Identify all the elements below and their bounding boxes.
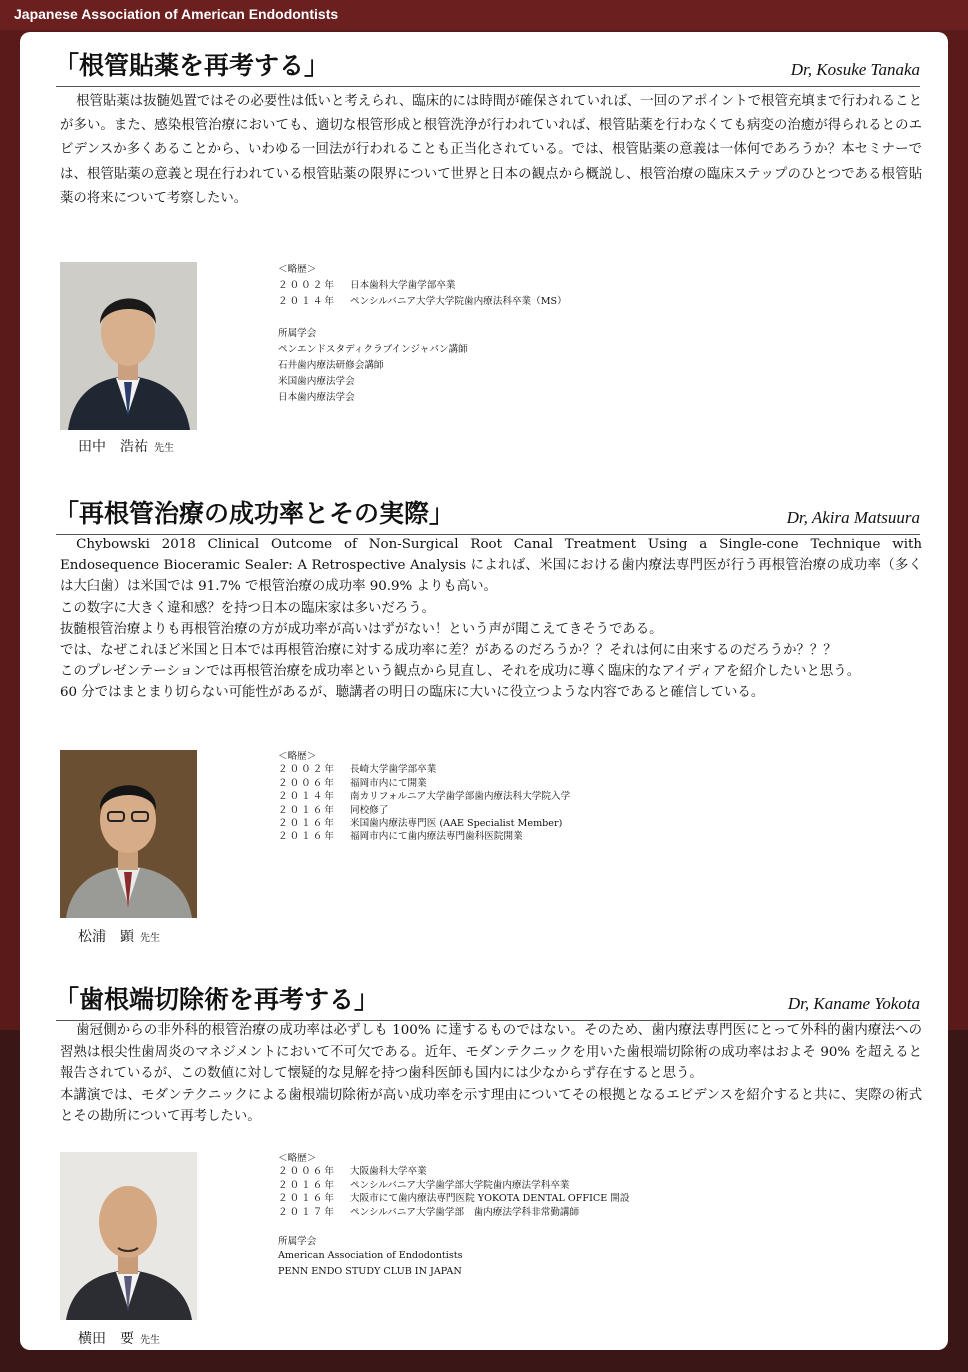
content-panel — [20, 32, 948, 1350]
profile-entry: ２０１６年 ペンシルバニア大学歯学部大学院歯内療法学科卒業 — [278, 1179, 570, 1191]
abstract-paragraph: 歯冠側からの非外科的根管治療の成功率は必ずしも 100% に達するものではない。そのため、歯内療法専門医にとって外科的歯内療法への習熟は根尖性歯周炎のマネジメントにおいて不可欠である。近年、モダンテクニックを用いた歯根端切除術の成功率はおよそ 90% を超えると報告されているが、この数値に対して懐疑的な見解を持つ歯科医師も国内には少なからず存在すると思う。 — [60, 1023, 922, 1082]
profile-heading: ＜略歴＞ — [278, 1153, 317, 1164]
affiliation-item: 米国歯内療法学会 — [278, 376, 355, 387]
speaker-name-jp: 田中 浩祐 先生 — [78, 439, 174, 455]
speaker-name-en: Dr, Kaname Yokota — [787, 994, 920, 1013]
header-band — [0, 0, 968, 30]
profile-entry: ２０１７年 ペンシルバニア大学歯学部 歯内療法学科非常勤講師 — [278, 1206, 580, 1218]
profile-heading: ＜略歴＞ — [278, 264, 317, 275]
lecture-title: 「根管貼薬を再考する」 — [54, 51, 330, 80]
speaker-profile — [278, 750, 570, 844]
organization-name: Japanese Association of American Endodontists — [14, 6, 339, 22]
speaker-name-en: Dr, Kosuke Tanaka — [790, 60, 920, 79]
abstract-paragraph: 本講演では、モダンテクニックによる歯根端切除術が高い成功率を示す理由についてその根拠となるエビデンスを紹介すると共に、実際の術式とその勘所について再考したい。 — [60, 1087, 922, 1125]
profile-entry: ２０１４年 南カリフォルニア大学歯学部歯内療法科大学院入学 — [278, 791, 571, 803]
abstract-paragraph: この数字に大きく違和感？を持つ日本の臨床家は多いだろう。 — [60, 600, 435, 616]
abstract-paragraph: Chybowski 2018 Clinical Outcome of Non-Surgical Root Canal Treatment Using a Single-cone Technique with Endosequence Bioceramic Sealer: A Retrospective Analysis によれば、米国における歯内療法専門医が行う再根管治療の成功率（多くは大臼歯）は米国では 91.7% で根管治療の成功率 90.9% よりも高い。 — [60, 537, 922, 595]
affiliation-item: 日本歯内療法学会 — [278, 392, 355, 403]
lecture-abstract — [60, 534, 922, 704]
profile-entry: ２０１６年 同校修了 — [278, 804, 389, 816]
affiliation-heading: 所属学会 — [278, 328, 317, 339]
speaker-profile — [278, 1152, 629, 1280]
speaker-photo — [60, 1152, 197, 1320]
profile-entry: ２００６年 福岡市内にて開業 — [278, 777, 427, 789]
speaker-name-jp: 松浦 顕 先生 — [78, 929, 160, 945]
lecture-abstract — [60, 1020, 922, 1128]
profile-entry: ２０１６年 大阪市にて歯内療法専門医院 YOKOTA DENTAL OFFICE 開設 — [278, 1193, 630, 1205]
speaker-name-en: Dr, Akira Matsuura — [786, 508, 920, 527]
profile-entry: ２０１４年 ペンシルバニア大学大学院歯内療法科卒業（MS） — [278, 296, 567, 307]
profile-entry: ２０１６年 福岡市内にて歯内療法専門歯科医院開業 — [278, 831, 523, 843]
abstract-paragraph: 根管貼薬は抜髄処置ではその必要性は低いと考えられ、臨床的には時間が確保されていれば、一回のアポイントで根管充填まで行われることが多い。また、感染根管治療においても、適切な根管形成と根管洗浄が行われていれば、根管貼薬を行わなくても病変の治癒が得られるとのエビデンスか多くあることから、いわゆる一回法が行われることも正当化されている。では、根管貼薬の意義は一体何であろうか？本セミナーでは、根管貼薬の意義と現在行われている根管貼薬の限界について世界と日本の観点から概説し、根管治療の臨床ステップのひとつである根管貼薬の将来について考察したい。 — [60, 94, 922, 206]
abstract-paragraph: このプレゼンテーションでは再根管治療を成功率という観点から見直し、それを成功に導く臨床的なアイディアを紹介したいと思う。 — [60, 664, 861, 680]
affiliation-item: ペンエンドスタディクラブインジャパン講師 — [278, 344, 468, 355]
affiliation-item: PENN ENDO STUDY CLUB IN JAPAN — [278, 1266, 462, 1278]
profile-heading: ＜略歴＞ — [278, 751, 317, 762]
speaker-photo — [60, 262, 197, 430]
profile-entry: ２０１６年 米国歯内療法専門医 (AAE Specialist Member) — [278, 818, 563, 830]
abstract-paragraph: 60 分ではまとまり切らない可能性があるが、聴講者の明日の臨床に大いに役立つような内容であると確信している。 — [60, 685, 765, 701]
lecture-title: 「歯根端切除術を再考する」 — [54, 985, 380, 1014]
lecture-title: 「再根管治療の成功率とその実際」 — [54, 499, 455, 528]
affiliation-item: American Association of Endodontists — [278, 1250, 463, 1262]
affiliation-item: 石井歯内療法研修会講師 — [278, 360, 384, 371]
profile-entry: ２００６年 大阪歯科大学卒業 — [278, 1166, 427, 1178]
speaker-photo — [60, 750, 197, 918]
affiliation-heading: 所属学会 — [278, 1236, 317, 1248]
speaker-profile — [278, 262, 567, 406]
lecture-abstract — [60, 90, 922, 211]
profile-entry: ２００２年 日本歯科大学歯学部卒業 — [278, 280, 456, 291]
abstract-paragraph: 抜髄根管治療よりも再根管治療の方が成功率が高いはずがない！という声が聞こえてきそうである。 — [60, 621, 663, 637]
speaker-name-jp: 横田 要 先生 — [78, 1331, 160, 1347]
profile-entry: ２００２年 長崎大学歯学部卒業 — [278, 764, 437, 776]
abstract-paragraph: では、なぜこれほど米国と日本では再根管治療に対する成功率に差？があるのだろうか？？それは何に由来するのだろうか？？？ — [60, 643, 837, 659]
title-divider — [56, 86, 920, 87]
